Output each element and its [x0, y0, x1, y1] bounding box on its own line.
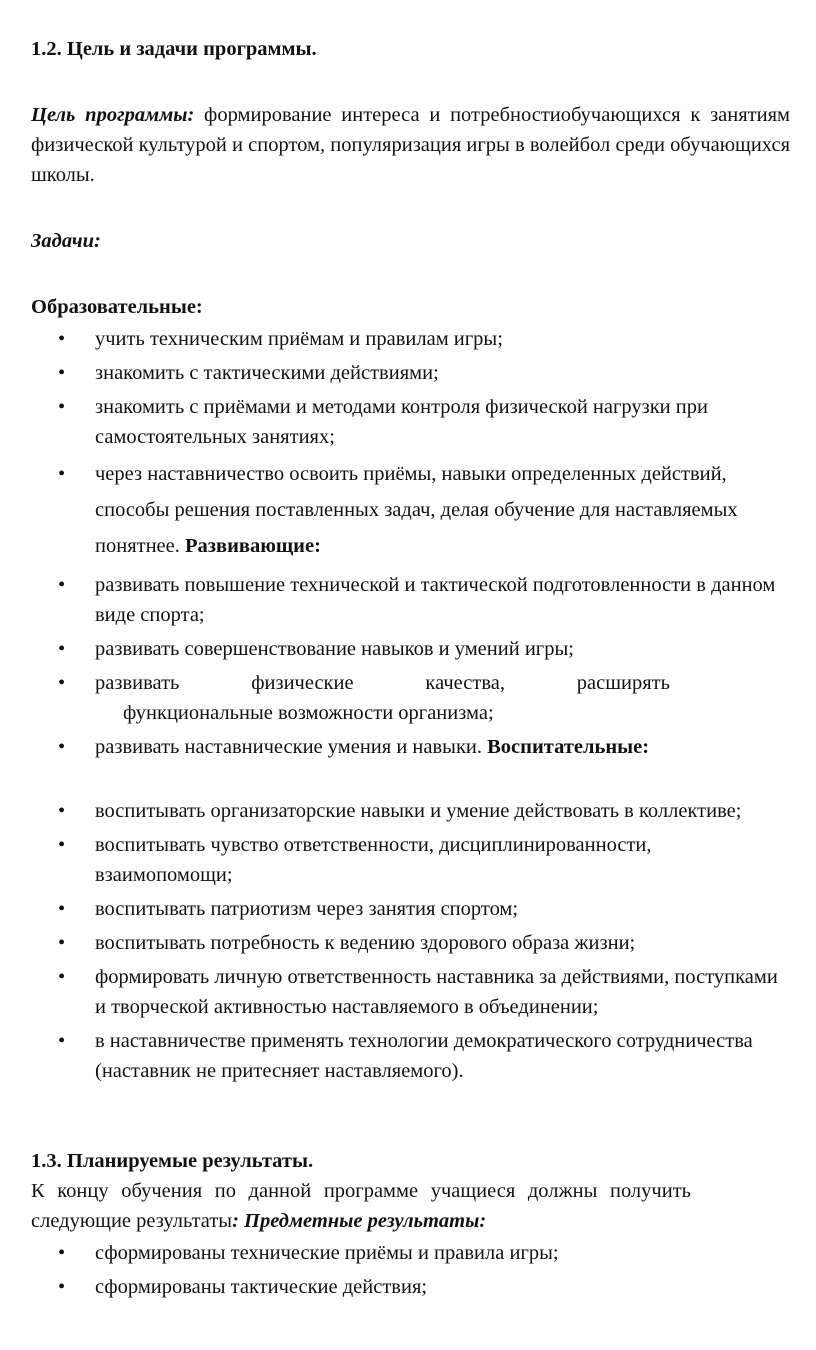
list-item: • сформированы технические приёмы и правила игры;	[31, 1238, 790, 1268]
developing-item-text: развивать наставнические умения и навыки.	[95, 736, 482, 758]
list-item: • развивать совершенствование навыков и умений игры;	[31, 634, 790, 664]
upbringing-label: Воспитательные:	[487, 736, 650, 758]
developing-list	[31, 570, 790, 762]
results-intro	[31, 1176, 691, 1236]
tasks-label: Задачи:	[31, 230, 101, 252]
continuation-line: функциональные возможности организма;	[123, 702, 494, 724]
spread-line	[95, 668, 670, 698]
spread-word: расширять	[576, 672, 670, 694]
educational-item-text: через наставничество освоить приёмы, навыки определенных действий, способы решения поставленных задач, делая обучение для наставляемых понятнее.	[95, 463, 738, 557]
list-item: • развивать повышение технической и тактической подготовленности в данном виде спорта;	[31, 570, 790, 630]
list-item: • воспитывать чувство ответственности, дисциплинированности, взаимопомощи;	[31, 830, 790, 890]
list-item: • воспитывать патриотизм через занятия спортом;	[31, 894, 790, 924]
section-heading-results: 1.3. Планируемые результаты.	[31, 1150, 314, 1172]
list-item: • в наставничестве применять технологии демократического сотрудничества (наставник не притесняет наставляемого).	[31, 1026, 790, 1086]
list-item: • знакомить с приёмами и методами контроля физической нагрузки при самостоятельных занятиях;	[31, 392, 790, 452]
spread-word: качества,	[425, 672, 505, 694]
developing-label: Развивающие:	[185, 535, 321, 557]
educational-label: Образовательные:	[31, 296, 203, 318]
spread-word: физические	[251, 672, 354, 694]
spread-word: • развивать	[95, 672, 180, 694]
educational-list	[31, 324, 790, 564]
goal-text: формирование интереса и потребностиобучающихся к занятиям физической культурой и спортом, популяризация игры в волейбол среди обучающихся школы.	[31, 104, 790, 186]
goal-paragraph	[31, 100, 790, 190]
list-item	[31, 732, 790, 762]
upbringing-list	[31, 796, 790, 1086]
list-item: • воспитывать организаторские навыки и умение действовать в коллективе;	[31, 796, 790, 826]
subject-results-label: Предметные результаты:	[238, 1210, 487, 1232]
results-intro-colon: :	[232, 1210, 239, 1232]
list-item: • формировать личную ответственность наставника за действиями, поступками и творческой активностью наставляемого в объединении;	[31, 962, 790, 1022]
subject-results-list	[31, 1238, 790, 1302]
goal-label: Цель программы:	[31, 104, 195, 126]
list-item: • сформированы тактические действия;	[31, 1272, 790, 1302]
list-item: • знакомить с тактическими действиями;	[31, 358, 790, 388]
list-item: • учить техническим приёмам и правилам игры;	[31, 324, 790, 354]
list-item	[31, 668, 790, 728]
list-item: • воспитывать потребность к ведению здорового образа жизни;	[31, 928, 790, 958]
list-item	[31, 456, 790, 564]
results-intro-text: К концу обучения по данной программе учащиеся должны получить следующие результаты	[31, 1180, 691, 1232]
section-heading-goals: 1.2. Цель и задачи программы.	[31, 38, 317, 60]
